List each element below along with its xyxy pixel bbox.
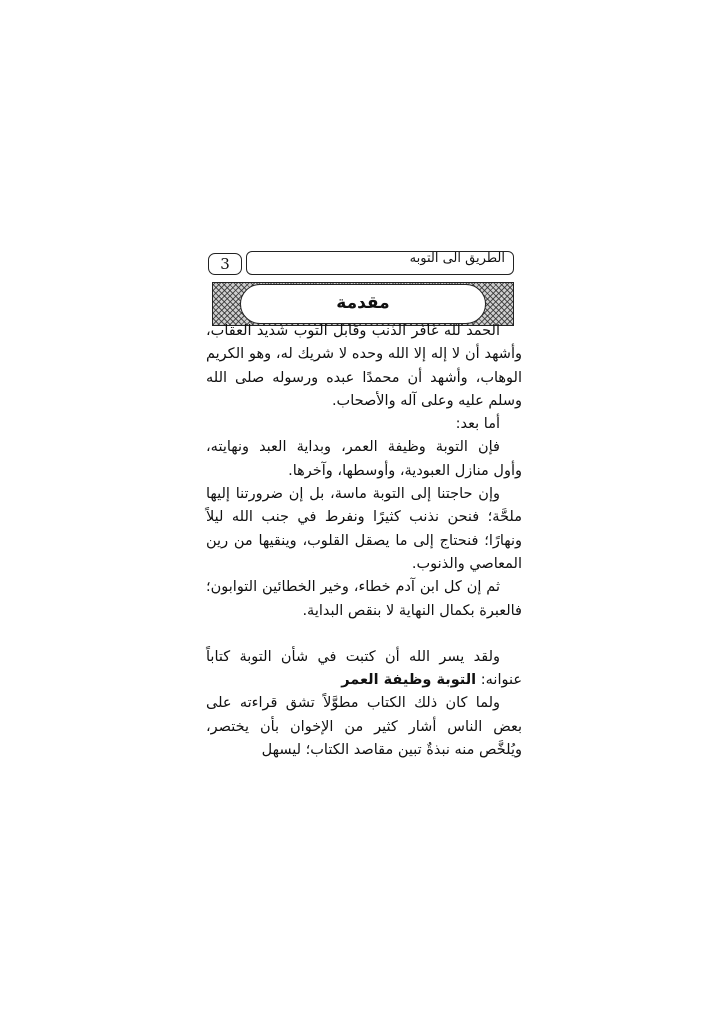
page-number: 3 bbox=[208, 253, 242, 275]
book-mention-title: التوبة وظيفة العمر bbox=[341, 672, 477, 689]
paragraph-need-for-repentance: وإن حاجتنا إلى التوبة ماسة، بل إن ضرورتنا إليها ملحَّة؛ فنحن نذنب كثيرًا ونفرط في جنب الله ليلاً ونهارًا؛ فنحتاج إلى ما يصقل القلوب، وينقيها من رين المعاصي والذنوب. bbox=[206, 486, 522, 572]
paragraph-opening-praise: الحمد لله غافر الذنب وقابل التوب شديد العقاب، وأشهد أن لا إله إلا الله وحده لا شريك له، وهو الكريم الوهاب، وأشهد أن محمدًا عبده ورسوله صلى الله وسلم عليه وعلى آله والأصحاب. bbox=[206, 323, 522, 409]
paragraph-book-mention bbox=[206, 646, 522, 693]
paragraph-repentance-duty: فإن التوبة وظيفة العمر، وبداية العبد ونهايته، وأول منازل العبودية، وأوسطها، وآخرها. bbox=[206, 439, 522, 479]
chapter-title: مقدمة bbox=[240, 284, 486, 324]
book-title: الطريق الى التوبه bbox=[246, 251, 514, 275]
book-mention-text: ولقد يسر الله أن كتبت في شأن التوبة كتاباً عنوانه: bbox=[206, 648, 522, 689]
running-header bbox=[208, 251, 514, 277]
paragraph-summary-reason: ولما كان ذلك الكتاب مطوَّلاً تشق قراءته على بعض الناس أشار كثير من الإخوان بأن يختصر، ويُلخَّص منه نبذةٌ تبين مقاصد الكتاب؛ ليسهل bbox=[206, 695, 522, 759]
body-text bbox=[206, 320, 522, 762]
paragraph-sinners: ثم إن كل ابن آدم خطاء، وخير الخطائين التوابون؛ فالعبرة بكمال النهاية لا بنقص البداية. bbox=[206, 579, 522, 619]
paragraph-amma-bad: أما بعد: bbox=[455, 416, 500, 433]
paragraph-gap bbox=[206, 623, 522, 646]
